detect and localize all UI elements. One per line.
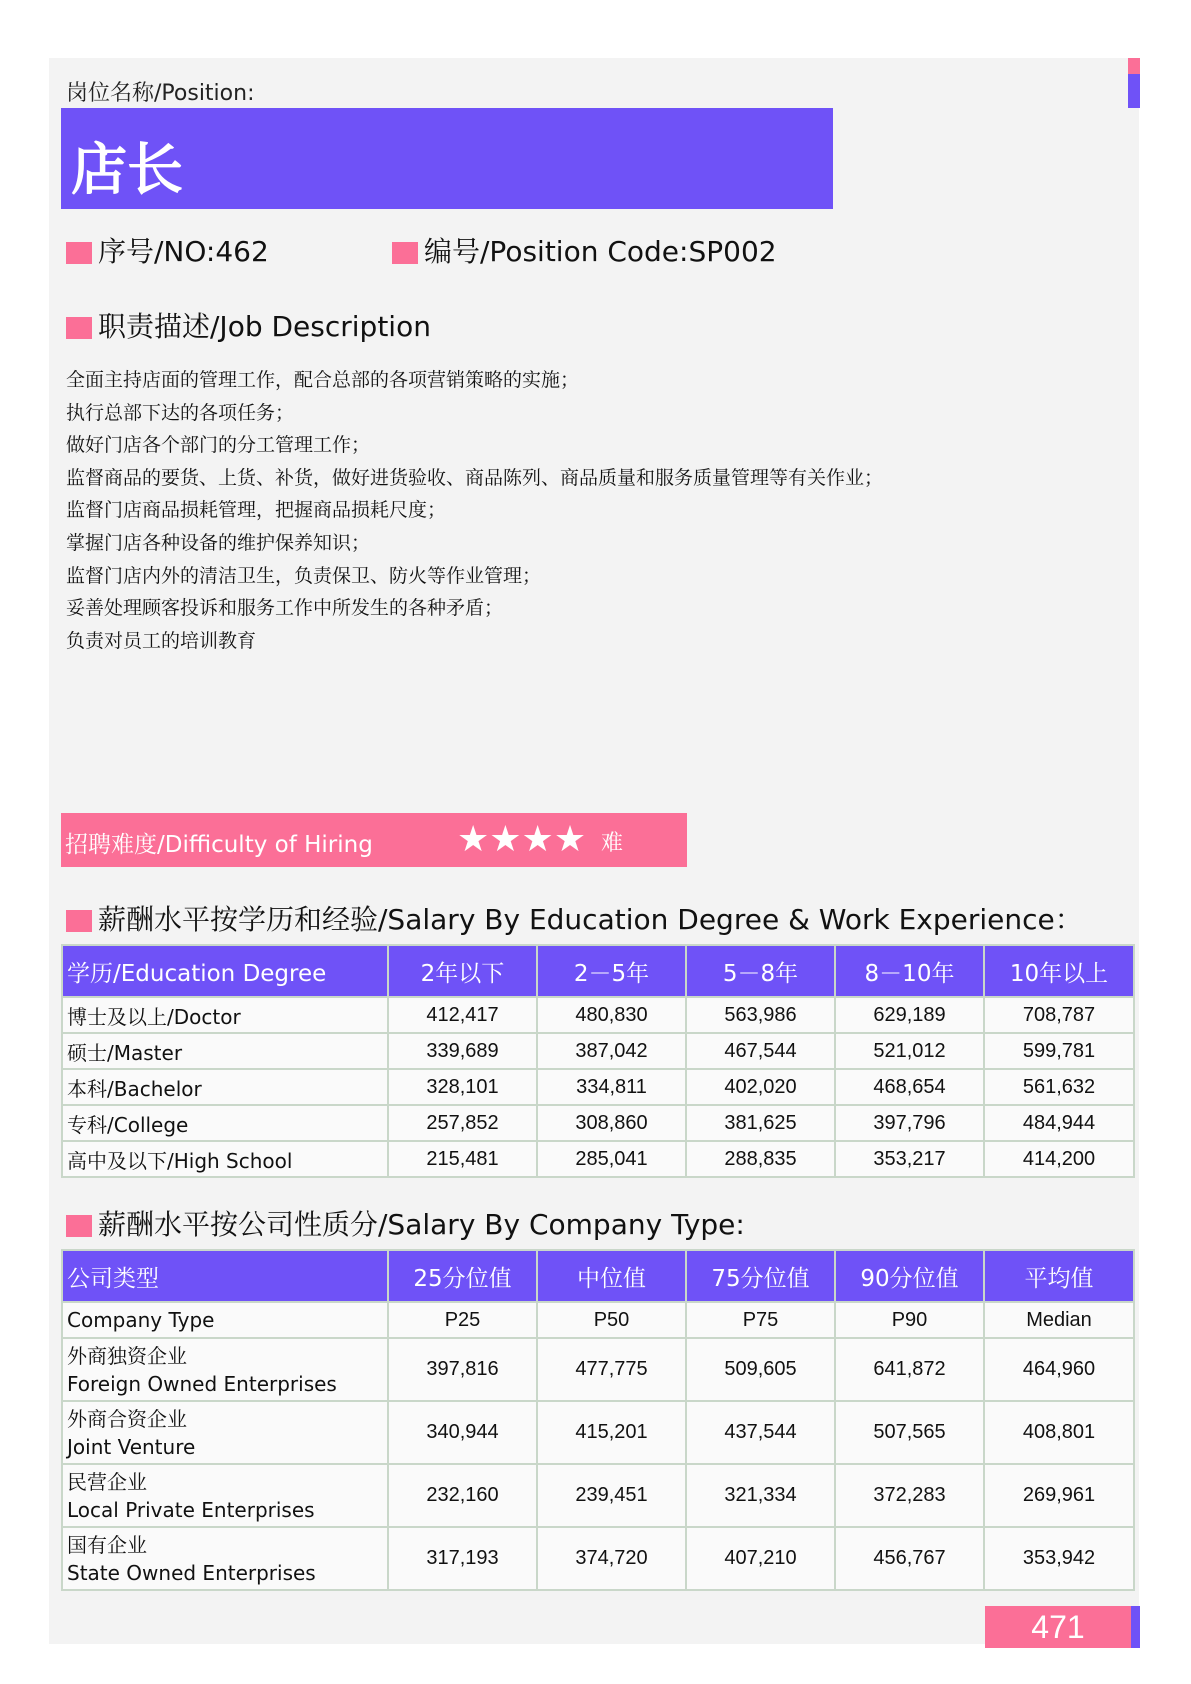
- table-cell: 477,775: [537, 1338, 686, 1401]
- row-label: [62, 1464, 388, 1527]
- row-label: [62, 1527, 388, 1590]
- company-salary-heading: [66, 1203, 745, 1243]
- table-cell: 353,217: [835, 1141, 984, 1177]
- education-salary-heading-text: 薪酬水平按学历和经验/Salary By Education Degree & Work Experience：: [98, 903, 1083, 936]
- title-banner: [61, 108, 833, 209]
- table-cell: 437,544: [686, 1401, 835, 1464]
- position-title: 店长: [71, 138, 183, 203]
- job-description-heading: [66, 305, 431, 345]
- company-salary-heading-text: 薪酬水平按公司性质分/Salary By Company Type:: [98, 1208, 745, 1241]
- table-cell: 340,944: [388, 1401, 537, 1464]
- corner-accent-pink: [1128, 58, 1140, 74]
- job-description-line: 监督门店商品损耗管理，把握商品损耗尺度；: [66, 499, 447, 522]
- column-header: 90分位值: [835, 1250, 984, 1302]
- column-header: 75分位值: [686, 1250, 835, 1302]
- row-label: 专科/College: [62, 1105, 388, 1141]
- difficulty-banner: [61, 813, 687, 867]
- table-cell: 414,200: [984, 1141, 1134, 1177]
- row-label-zh: 民营企业: [67, 1469, 147, 1494]
- position-code-text: 编号/Position Code:SP002: [424, 235, 777, 268]
- row-label-en: Foreign Owned Enterprises: [67, 1371, 337, 1396]
- job-description-line: 掌握门店各种设备的维护保养知识；: [66, 531, 371, 554]
- table-row: [62, 1141, 1134, 1177]
- table-cell: 415,201: [537, 1401, 686, 1464]
- column-header: 8－10年: [835, 945, 984, 997]
- row-label-zh: 国有企业: [67, 1532, 147, 1557]
- table-cell: 285,041: [537, 1141, 686, 1177]
- row-label-en: State Owned Enterprises: [67, 1560, 316, 1585]
- row-label: [62, 1338, 388, 1401]
- table-cell: 407,210: [686, 1527, 835, 1590]
- table-cell: 317,193: [388, 1527, 537, 1590]
- row-label-en: Joint Venture: [67, 1434, 196, 1459]
- bullet-square-icon: [66, 317, 92, 339]
- table-cell: 509,605: [686, 1338, 835, 1401]
- table-cell: 507,565: [835, 1401, 984, 1464]
- table-row: [62, 1033, 1134, 1069]
- table-row: [62, 997, 1134, 1033]
- table-cell: 372,283: [835, 1464, 984, 1527]
- table-cell: 397,796: [835, 1105, 984, 1141]
- table-cell: 480,830: [537, 997, 686, 1033]
- subheader-cell: P25: [388, 1302, 537, 1338]
- table-cell: 561,632: [984, 1069, 1134, 1105]
- row-label: 博士及以上/Doctor: [62, 997, 388, 1033]
- table-cell: 328,101: [388, 1069, 537, 1105]
- education-salary-heading: [66, 898, 1083, 938]
- column-header: 中位值: [537, 1250, 686, 1302]
- table-cell: 215,481: [388, 1141, 537, 1177]
- table-cell: 339,689: [388, 1033, 537, 1069]
- table-header-row: [62, 1250, 1134, 1302]
- table-cell: 257,852: [388, 1105, 537, 1141]
- table-cell: 402,020: [686, 1069, 835, 1105]
- bullet-square-icon: [66, 910, 92, 932]
- table-cell: 599,781: [984, 1033, 1134, 1069]
- job-description-line: 妥善处理顾客投诉和服务工作中所发生的各种矛盾；: [66, 597, 504, 620]
- position-label: 岗位名称/Position:: [66, 81, 255, 106]
- table-cell: 387,042: [537, 1033, 686, 1069]
- table-cell: 708,787: [984, 997, 1134, 1033]
- bullet-square-icon: [392, 242, 418, 264]
- row-label-en: Local Private Enterprises: [67, 1497, 315, 1522]
- table-cell: 381,625: [686, 1105, 835, 1141]
- bullet-square-icon: [66, 1215, 92, 1237]
- table-cell: 629,189: [835, 997, 984, 1033]
- column-header: 25分位值: [388, 1250, 537, 1302]
- job-description-line: 全面主持店面的管理工作，配合总部的各项营销策略的实施；: [66, 369, 580, 391]
- job-description-line: 监督商品的要货、上货、补货，做好进货验收、商品陈列、商品质量和服务质量管理等有关作业；: [66, 466, 884, 489]
- column-header: 2年以下: [388, 945, 537, 997]
- subheader-cell: P75: [686, 1302, 835, 1338]
- subheader-cell: P90: [835, 1302, 984, 1338]
- position-number-text: 序号/NO:462: [98, 235, 269, 268]
- column-header: 公司类型: [62, 1250, 388, 1302]
- table-cell: 232,160: [388, 1464, 537, 1527]
- table-cell: 563,986: [686, 997, 835, 1033]
- job-description-line: 负责对员工的培训教育: [66, 629, 257, 652]
- job-description-list: [66, 364, 883, 657]
- education-salary-table: [61, 944, 1135, 1178]
- table-cell: 269,961: [984, 1464, 1134, 1527]
- table-cell: 467,544: [686, 1033, 835, 1069]
- position-code: [392, 230, 777, 270]
- bullet-square-icon: [66, 242, 92, 264]
- table-cell: 321,334: [686, 1464, 835, 1527]
- company-salary-table: [61, 1249, 1135, 1591]
- difficulty-level: 难: [601, 831, 624, 856]
- table-subheader-row: [62, 1302, 1134, 1338]
- page-number: 471: [985, 1606, 1131, 1648]
- table-cell: 641,872: [835, 1338, 984, 1401]
- column-header: 学历/Education Degree: [62, 945, 388, 997]
- table-cell: 412,417: [388, 997, 537, 1033]
- corner-accent-purple: [1128, 74, 1140, 108]
- table-cell: 288,835: [686, 1141, 835, 1177]
- position-number: [66, 230, 269, 270]
- table-row: [62, 1464, 1134, 1527]
- job-description-line: 执行总部下达的各项任务；: [66, 401, 295, 424]
- table-cell: 308,860: [537, 1105, 686, 1141]
- table-cell: 239,451: [537, 1464, 686, 1527]
- job-description-line: 做好门店各个部门的分工管理工作；: [66, 434, 371, 457]
- column-header: 2－5年: [537, 945, 686, 997]
- row-label: 高中及以下/High School: [62, 1141, 388, 1177]
- table-cell: 397,816: [388, 1338, 537, 1401]
- row-label: [62, 1401, 388, 1464]
- subheader-cell: Company Type: [62, 1302, 388, 1338]
- subheader-cell: P50: [537, 1302, 686, 1338]
- difficulty-label: 招聘难度/Difficulty of Hiring: [65, 832, 373, 858]
- row-label: 硕士/Master: [62, 1033, 388, 1069]
- row-label-zh: 外商合资企业: [67, 1406, 187, 1431]
- table-cell: 521,012: [835, 1033, 984, 1069]
- table-row: [62, 1338, 1134, 1401]
- table-cell: 464,960: [984, 1338, 1134, 1401]
- table-row: [62, 1105, 1134, 1141]
- job-description-line: 监督门店内外的清洁卫生，负责保卫、防火等作业管理；: [66, 564, 542, 587]
- row-label-zh: 外商独资企业: [67, 1343, 187, 1368]
- row-label: 本科/Bachelor: [62, 1069, 388, 1105]
- table-cell: 408,801: [984, 1401, 1134, 1464]
- job-description-heading-text: 职责描述/Job Description: [98, 310, 431, 343]
- table-row: [62, 1069, 1134, 1105]
- table-cell: 484,944: [984, 1105, 1134, 1141]
- column-header: 5－8年: [686, 945, 835, 997]
- table-cell: 353,942: [984, 1527, 1134, 1590]
- table-row: [62, 1527, 1134, 1590]
- column-header: 平均值: [984, 1250, 1134, 1302]
- page-number-accent: [1131, 1606, 1140, 1648]
- column-header: 10年以上: [984, 945, 1134, 997]
- table-header-row: [62, 945, 1134, 997]
- difficulty-stars-icon: ★★★★: [457, 819, 587, 860]
- table-cell: 334,811: [537, 1069, 686, 1105]
- subheader-cell: Median: [984, 1302, 1134, 1338]
- table-cell: 468,654: [835, 1069, 984, 1105]
- table-cell: 374,720: [537, 1527, 686, 1590]
- table-row: [62, 1401, 1134, 1464]
- table-cell: 456,767: [835, 1527, 984, 1590]
